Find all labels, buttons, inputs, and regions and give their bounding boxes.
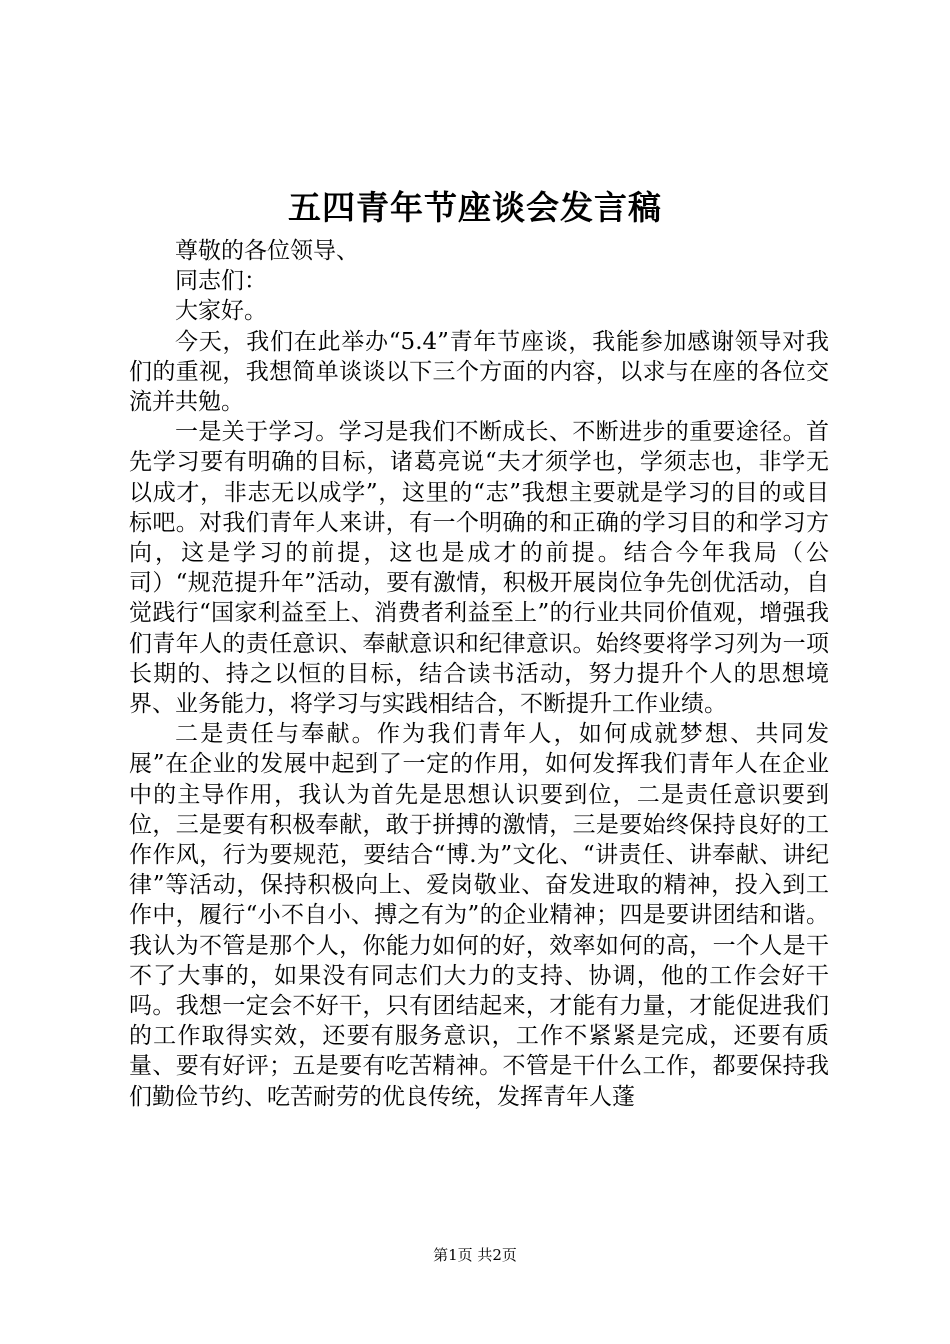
document-body <box>129 236 829 1112</box>
paragraph-intro: 今天，我们在此举办“5.4”青年节座谈，我能参加感谢领导对我们的重视，我想简单谈谈以下三个方面的内容，以求与在座的各位交流并共勉。 <box>129 328 829 416</box>
paragraph-responsibility: 二是责任与奉献。作为我们青年人，如何成就梦想、共同发展”在企业的发展中起到了一定的作用，如何发挥我们青年人在企业中的主导作用，我认为首先是思想认识要到位，二是责任意识要到位，三是要有积极奉献，敢于拼搏的激情，三是要始终保持良好的工作作风，行为要规范，要结合“博.为”文化、“讲责任、讲奉献、讲纪律”等活动，保持积极向上、爱岗敬业、奋发进取的精神，投入到工作中，履行“小不自小、搏之有为”的企业精神；四是要讲团结和谐。我认为不管是那个人，你能力如何的好，效率如何的高，一个人是干不了大事的，如果没有同志们大力的支持、协调，他的工作会好干吗。我想一定会不好干，只有团结起来，才能有力量，才能促进我们的工作取得实效，还要有服务意识，工作不紧紧是完成，还要有质量、要有好评；五是要有吃苦精神。不管是干什么工作，都要保持我们勤俭节约、吃苦耐劳的优良传统，发挥青年人蓬 <box>129 721 829 1110</box>
document-title: 五四青年节座谈会发言稿 <box>288 188 662 227</box>
paragraph-salutation-comrades: 同志们： <box>175 268 267 295</box>
paragraph-salutation-leaders: 尊敬的各位领导、 <box>175 238 359 264</box>
paragraph-greeting: 大家好。 <box>175 298 267 325</box>
page-footer: 第1页 共2页 <box>433 1246 517 1264</box>
paragraph-learning: 一是关于学习。学习是我们不断成长、不断进步的重要途径。首先学习要有明确的目标，诸葛亮说“夫才须学也，学须志也，非学无以成才，非志无以成学”，这里的“志”我想主要就是学习的目的或目标吧。对我们青年人来讲，有一个明确的和正确的学习目的和学习方向，这是学习的前提，这也是成才的前提。结合今年我局（公司）“规范提升年”活动，要有激情，积极开展岗位争先创优活动，自觉践行“国家利益至上、消费者利益至上”的行业共同价值观，增强我们青年人的责任意识、奉献意识和纪律意识。始终要将学习列为一项长期的、持之以恒的目标，结合读书活动，努力提升个人的思想境界、业务能力，将学习与实践相结合，不断提升工作业绩。 <box>129 419 829 718</box>
